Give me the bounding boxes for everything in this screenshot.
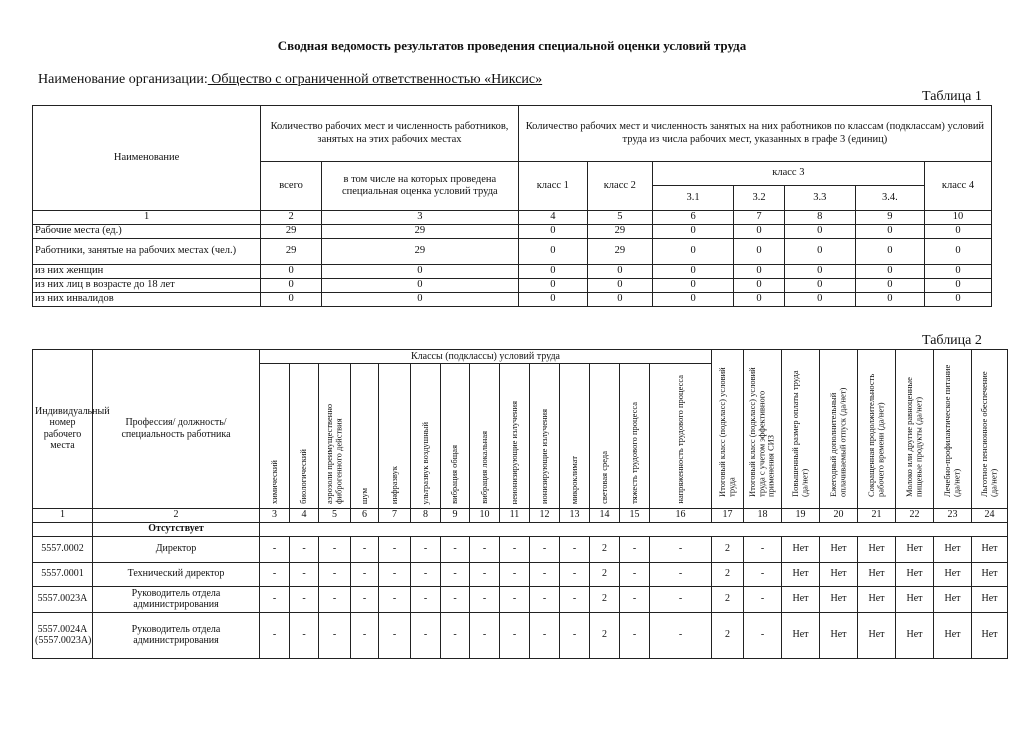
column-number: 17	[712, 508, 744, 522]
row-name: Рабочие места (ед.)	[33, 225, 261, 239]
table-row	[33, 612, 1008, 658]
header-factor: микроклимат	[560, 364, 590, 509]
cell-value: 0	[652, 225, 734, 239]
cell-value: -	[411, 586, 441, 612]
header-workplace-id: Индивидуальный номер рабочего места	[33, 350, 93, 509]
table-row	[33, 536, 1008, 562]
cell-value: 0	[518, 239, 587, 265]
header-class2: класс 2	[587, 162, 652, 211]
workplace-id: 5557.0023А	[33, 586, 93, 612]
cell-value: Нет	[934, 562, 972, 586]
cell-value: -	[530, 612, 560, 658]
column-number: 4	[290, 508, 319, 522]
column-number: 9	[441, 508, 470, 522]
cell-value: -	[530, 562, 560, 586]
header-class3-3: 3.3	[784, 186, 855, 211]
column-number: 12	[530, 508, 560, 522]
cell-value: 29	[261, 225, 322, 239]
cell-value: -	[379, 586, 411, 612]
column-number: 3	[260, 508, 290, 522]
cell-value: Нет	[782, 562, 820, 586]
cell-value: -	[620, 612, 650, 658]
profession: Технический директор	[93, 562, 260, 586]
cell-value: 0	[321, 293, 518, 307]
cell-value: 0	[734, 225, 784, 239]
column-numbers-row	[33, 211, 992, 225]
cell-value: -	[530, 536, 560, 562]
cell-value: -	[470, 612, 500, 658]
column-number: 10	[924, 211, 991, 225]
cell-value: 0	[855, 265, 924, 279]
cell-value: Нет	[858, 612, 896, 658]
cell-value: Нет	[858, 536, 896, 562]
cell-value: 0	[784, 293, 855, 307]
cell-value: -	[319, 612, 351, 658]
table-row	[33, 562, 1008, 586]
cell-value: 2	[590, 612, 620, 658]
header-extra-2: Сокращенная продолжительность рабочего времени (да/нет)	[858, 350, 896, 509]
cell-value: Нет	[972, 586, 1008, 612]
cell-value: Нет	[896, 612, 934, 658]
header-factor: химический	[260, 364, 290, 509]
cell-value: -	[379, 562, 411, 586]
cell-value: -	[560, 586, 590, 612]
table-row	[33, 279, 992, 293]
header-extra-5: Льготное пенсионное обеспечение (да/нет)	[972, 350, 1008, 509]
cell-value: -	[500, 562, 530, 586]
document-title: Сводная ведомость результатов проведения специальной оценки условий труда	[277, 38, 747, 53]
cell-value: -	[319, 586, 351, 612]
cell-value: 0	[518, 225, 587, 239]
cell-value: -	[620, 536, 650, 562]
table-row	[33, 293, 992, 307]
column-number: 21	[858, 508, 896, 522]
header-final-class-siz: Итоговый класс (подкласс) условий труда с учетом эффективного применения СИЗ	[744, 350, 782, 509]
workplace-id: 5557.0002	[33, 536, 93, 562]
cell-value: 0	[924, 239, 991, 265]
cell-value: 0	[924, 279, 991, 293]
cell-value: 0	[261, 265, 322, 279]
header-factor: ультразвук воздушный	[411, 364, 441, 509]
column-number: 13	[560, 508, 590, 522]
cell-value: 0	[855, 225, 924, 239]
cell-value: 0	[924, 265, 991, 279]
cell-value: -	[441, 536, 470, 562]
table-row	[33, 225, 992, 239]
cell-value: -	[351, 612, 379, 658]
cell-value: -	[744, 612, 782, 658]
cell-value: -	[560, 562, 590, 586]
header-factor: тяжесть трудового процесса	[620, 364, 650, 509]
column-number: 8	[784, 211, 855, 225]
column-number: 2	[93, 508, 260, 522]
cell-value: Нет	[934, 536, 972, 562]
cell-value: 2	[712, 586, 744, 612]
header-extra-3: Молоко или другие равноценные пищевые продукты (да/нет)	[896, 350, 934, 509]
cell-value: -	[500, 612, 530, 658]
cell-value: 0	[518, 265, 587, 279]
header-factor: неионизирующие излучения	[500, 364, 530, 509]
column-number: 9	[855, 211, 924, 225]
column-number: 11	[500, 508, 530, 522]
cell-value: 0	[652, 239, 734, 265]
header-factor: вибрация общая	[441, 364, 470, 509]
column-number: 19	[782, 508, 820, 522]
column-number: 14	[590, 508, 620, 522]
column-number: 24	[972, 508, 1008, 522]
header-factor: аэрозоли преимущественно фиброгенного действия	[319, 364, 351, 509]
cell-value: Нет	[820, 586, 858, 612]
organization-label: Наименование организации:	[38, 72, 208, 87]
column-number: 23	[934, 508, 972, 522]
table2-caption: Таблица 2	[922, 333, 982, 348]
header-total: всего	[261, 162, 322, 211]
column-number: 7	[734, 211, 784, 225]
cell-value: 2	[590, 586, 620, 612]
cell-value: -	[411, 562, 441, 586]
header-final-class: Итоговый класс (подкласс) условий труда	[712, 350, 744, 509]
cell-value: -	[379, 612, 411, 658]
column-number: 2	[261, 211, 322, 225]
cell-value: Нет	[782, 586, 820, 612]
column-number: 15	[620, 508, 650, 522]
cell-value: 0	[784, 239, 855, 265]
cell-value: 0	[587, 279, 652, 293]
cell-value: 0	[518, 293, 587, 307]
cell-value: 0	[321, 279, 518, 293]
cell-value: 0	[261, 279, 322, 293]
cell-value: -	[351, 536, 379, 562]
header-class4: класс 4	[924, 162, 991, 211]
header-factor: световая среда	[590, 364, 620, 509]
cell-value: -	[620, 586, 650, 612]
table-row	[33, 239, 992, 265]
header-factor: инфразвук	[379, 364, 411, 509]
column-number: 5	[319, 508, 351, 522]
header-name: Наименование	[33, 106, 261, 211]
cell-value: 0	[518, 279, 587, 293]
header-factor: биологический	[290, 364, 319, 509]
column-number: 22	[896, 508, 934, 522]
cell-value: Нет	[858, 586, 896, 612]
cell-value: -	[744, 586, 782, 612]
row-name: из них женщин	[33, 265, 261, 279]
column-number: 20	[820, 508, 858, 522]
cell-value: 2	[590, 562, 620, 586]
cell-value: -	[650, 612, 712, 658]
cell-value: 29	[261, 239, 322, 265]
cell-value: -	[260, 562, 290, 586]
cell-value: -	[351, 586, 379, 612]
column-number: 16	[650, 508, 712, 522]
cell-value: Нет	[782, 612, 820, 658]
row-name: Работники, занятые на рабочих местах (чел.)	[33, 239, 261, 265]
cell-value: 0	[924, 225, 991, 239]
cell-value: 0	[734, 239, 784, 265]
section-label: Отсутствует	[93, 522, 260, 536]
column-number: 4	[518, 211, 587, 225]
column-number: 10	[470, 508, 500, 522]
header-factor: шум	[351, 364, 379, 509]
cell-value: Нет	[972, 562, 1008, 586]
header-class3-4: 3.4.	[855, 186, 924, 211]
column-number: 6	[652, 211, 734, 225]
cell-value: -	[441, 586, 470, 612]
cell-value: -	[744, 536, 782, 562]
table-row	[33, 265, 992, 279]
cell-value: 0	[924, 293, 991, 307]
cell-value: 0	[784, 265, 855, 279]
cell-value: -	[620, 562, 650, 586]
cell-value: -	[530, 586, 560, 612]
row-name: из них инвалидов	[33, 293, 261, 307]
cell-value: -	[290, 586, 319, 612]
header-profession: Профессия/ должность/ специальность работника	[93, 350, 260, 509]
cell-value: 0	[587, 293, 652, 307]
cell-value: -	[470, 562, 500, 586]
cell-value: 0	[734, 279, 784, 293]
header-extra-1: Ежегодный дополнительный оплачиваемый отпуск (да/нет)	[820, 350, 858, 509]
cell-value: -	[650, 536, 712, 562]
header-extra-0: Повышенный размер оплаты труда (да/нет)	[782, 350, 820, 509]
cell-value: 2	[712, 536, 744, 562]
cell-value: 0	[652, 293, 734, 307]
profession: Руководитель отдела администрирования	[93, 586, 260, 612]
header-class3-2: 3.2	[734, 186, 784, 211]
cell-value: -	[290, 536, 319, 562]
header-class3: класс 3	[652, 162, 924, 186]
cell-value: -	[744, 562, 782, 586]
cell-value: Нет	[972, 536, 1008, 562]
header-workplaces: Количество рабочих мест и численность работников, занятых на этих рабочих местах	[261, 106, 519, 162]
cell-value: 0	[587, 265, 652, 279]
workplace-id: 5557.0001	[33, 562, 93, 586]
cell-value: 0	[652, 265, 734, 279]
cell-value: -	[441, 562, 470, 586]
column-number: 6	[351, 508, 379, 522]
cell-value: 0	[734, 293, 784, 307]
cell-value: -	[319, 562, 351, 586]
cell-value: 0	[784, 279, 855, 293]
header-by-class: Количество рабочих мест и численность занятых на них работников по классам (подклассам) условий труда из числа рабочих мест, указанных в графе 3 (единиц)	[518, 106, 991, 162]
table-row	[33, 586, 1008, 612]
cell-value: Нет	[934, 586, 972, 612]
organization-line	[38, 72, 542, 88]
header-extra-4: Лечебно-профилактическое питание (да/нет)	[934, 350, 972, 509]
cell-value: Нет	[972, 612, 1008, 658]
cell-value: Нет	[820, 536, 858, 562]
cell-value: Нет	[896, 586, 934, 612]
table1-caption: Таблица 1	[922, 89, 982, 104]
cell-value: -	[650, 562, 712, 586]
cell-value: 2	[590, 536, 620, 562]
cell-value: Нет	[820, 612, 858, 658]
cell-value: 0	[855, 279, 924, 293]
cell-value: -	[411, 612, 441, 658]
workplaces-table	[32, 349, 1008, 659]
column-numbers-row	[33, 508, 1008, 522]
cell-value: 0	[261, 293, 322, 307]
column-number: 8	[411, 508, 441, 522]
cell-value: -	[500, 536, 530, 562]
cell-value: -	[379, 536, 411, 562]
cell-value: 29	[587, 239, 652, 265]
cell-value: 29	[321, 239, 518, 265]
cell-value: Нет	[896, 536, 934, 562]
row-name: из них лиц в возрасте до 18 лет	[33, 279, 261, 293]
cell-value: -	[470, 586, 500, 612]
header-factor: вибрация локальная	[470, 364, 500, 509]
cell-value: -	[560, 536, 590, 562]
cell-value: 0	[734, 265, 784, 279]
cell-value: -	[560, 612, 590, 658]
header-factor: напряженность трудового процесса	[650, 364, 712, 509]
cell-value: Нет	[896, 562, 934, 586]
cell-value: -	[650, 586, 712, 612]
summary-table	[32, 105, 992, 307]
organization-name: Общество с ограниченной ответственностью «Никсис»	[207, 72, 543, 87]
cell-value: 0	[321, 265, 518, 279]
cell-value: -	[260, 536, 290, 562]
cell-value: -	[319, 536, 351, 562]
cell-value: -	[351, 562, 379, 586]
column-number: 3	[321, 211, 518, 225]
header-classes: Классы (подклассы) условий труда	[260, 350, 712, 364]
header-factor: ионизирующие излучения	[530, 364, 560, 509]
cell-value: 29	[587, 225, 652, 239]
profession: Директор	[93, 536, 260, 562]
header-class3-1: 3.1	[652, 186, 734, 211]
header-class1: класс 1	[518, 162, 587, 211]
cell-value: 2	[712, 562, 744, 586]
cell-value: Нет	[782, 536, 820, 562]
cell-value: 0	[652, 279, 734, 293]
cell-value: -	[470, 536, 500, 562]
cell-value: 0	[855, 293, 924, 307]
cell-value: 2	[712, 612, 744, 658]
column-number: 18	[744, 508, 782, 522]
cell-value: -	[260, 586, 290, 612]
column-number: 1	[33, 211, 261, 225]
cell-value: Нет	[934, 612, 972, 658]
profession: Руководитель отдела администрирования	[93, 612, 260, 658]
column-number: 5	[587, 211, 652, 225]
cell-value: -	[500, 586, 530, 612]
cell-value: 0	[784, 225, 855, 239]
cell-value: 29	[321, 225, 518, 239]
cell-value: Нет	[820, 562, 858, 586]
cell-value: -	[260, 612, 290, 658]
cell-value: 0	[855, 239, 924, 265]
cell-value: -	[290, 612, 319, 658]
column-number: 1	[33, 508, 93, 522]
workplace-id: 5557.0024А (5557.0023А)	[33, 612, 93, 658]
cell-value: -	[411, 536, 441, 562]
header-assessed: в том числе на которых проведена специальная оценка условий труда	[321, 162, 518, 211]
cell-value: -	[441, 612, 470, 658]
cell-value: Нет	[858, 562, 896, 586]
cell-value: -	[290, 562, 319, 586]
column-number: 7	[379, 508, 411, 522]
